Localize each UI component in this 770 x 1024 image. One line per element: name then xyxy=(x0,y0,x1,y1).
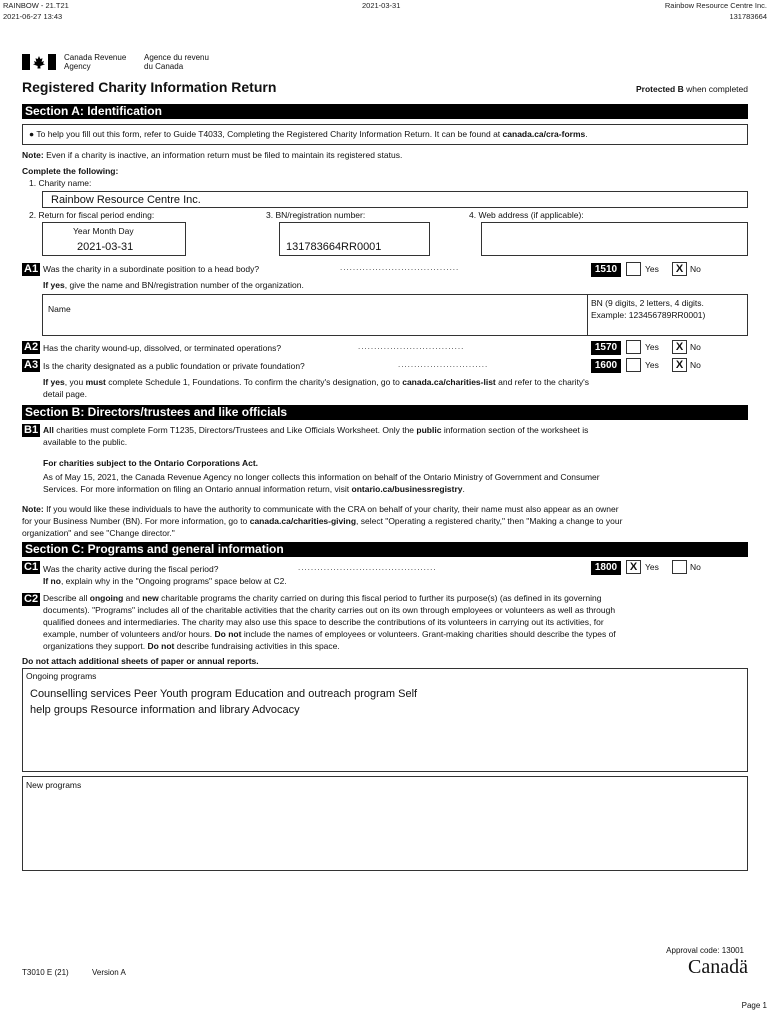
c1-no-label: No xyxy=(690,562,701,572)
header-left-line1: RAINBOW - 21.T21 xyxy=(3,1,69,10)
c1-leader: ........................................... xyxy=(298,563,437,572)
c1-badge: C1 xyxy=(24,561,39,573)
complete-following: Complete the following: xyxy=(22,166,119,176)
cra-forms-link[interactable]: canada.ca/cra-forms xyxy=(502,129,586,139)
c2-instructions-line4: example, number of volunteers and/or hours. Do not include the names of employees or volunteers. Grant-making charities should describe the types of xyxy=(43,629,616,639)
form-id: T3010 E (21) xyxy=(22,968,69,977)
fiscal-end-format: Year Month Day xyxy=(73,226,134,236)
ongoing-programs-line2: help groups Resource information and library Advocacy xyxy=(30,704,300,716)
ongoing-programs-line1: Counselling services Peer Youth program Education and outreach program Self xyxy=(30,688,418,700)
section-c-heading: Section C: Programs and general information xyxy=(22,542,748,557)
a3-leader: ............................ xyxy=(398,360,489,369)
b1-text-line2: available to the public. xyxy=(43,437,128,447)
fiscal-end-value: 2021-03-31 xyxy=(77,241,134,253)
a1-badge: A1 xyxy=(24,263,39,275)
q3-label: 3. BN/registration number: xyxy=(266,210,366,220)
c1-if-no: If no, explain why in the "Ongoing programs" space below at C2. xyxy=(43,576,287,586)
ongoing-programs-field[interactable] xyxy=(22,668,748,772)
agency-name-en: Canada Revenue Agency xyxy=(64,53,127,71)
a1-question: Was the charity in a subordinate position to a head body? xyxy=(43,264,260,274)
a1-leader: ..................................... xyxy=(340,263,460,272)
new-programs-label: New programs xyxy=(26,780,82,790)
a3-instructions-line2: detail page. xyxy=(43,389,87,399)
bn-field[interactable] xyxy=(279,222,430,256)
c2-instructions-line3: qualified donees and intermediaries. The charity may also use this space to describe the contributions of its volunteers in carrying out its activities, for xyxy=(43,617,604,627)
a1-no-label: No xyxy=(690,264,701,274)
approval-code: Approval code: 13001 xyxy=(666,946,744,955)
c2-badge: C2 xyxy=(24,593,39,605)
c1-yes-checkbox[interactable]: X xyxy=(626,560,641,574)
c1-code: 1800 xyxy=(591,561,621,575)
section-a-heading: Section A: Identification xyxy=(22,104,748,119)
a3-no-label: No xyxy=(690,360,701,370)
guide-info-box: ● To help you fill out this form, refer to Guide T4033, Completing the Registered Charity Information Return. It can be found at canada.ca/cra-forms. xyxy=(22,124,748,145)
do-not-attach: Do not attach additional sheets of paper or annual reports. xyxy=(22,656,259,666)
c2-instructions-line5: organizations they support. Do not describe fundraising activities in this space. xyxy=(43,641,340,651)
ontario-text-line2: Services. For more information on filing an Ontario annual information return, visit ontario.ca/businessregistry. xyxy=(43,484,465,494)
a2-no-label: No xyxy=(690,342,701,352)
a1-no-checkbox[interactable]: X xyxy=(672,262,687,276)
ongoing-programs-label: Ongoing programs xyxy=(26,671,97,681)
canada-flag-icon xyxy=(22,54,56,70)
a1-bn-label: BN (9 digits, 2 letters, 4 digits. Example: 123456789RR0001) xyxy=(591,298,706,320)
c1-no-checkbox[interactable] xyxy=(672,560,687,574)
q4-label: 4. Web address (if applicable): xyxy=(469,210,584,220)
a1-if-yes: If yes, give the name and BN/registration number of the organization. xyxy=(43,280,304,290)
charity-name-field[interactable] xyxy=(42,191,748,208)
a1-name-label: Name xyxy=(48,304,71,314)
a1-yes-checkbox[interactable] xyxy=(626,262,641,276)
a3-code: 1600 xyxy=(591,359,621,373)
protected-status: Protected B when completed xyxy=(636,84,748,94)
section-b-note-line3: organization" and see "Change director." xyxy=(22,528,175,538)
ontario-text-line1: As of May 15, 2021, the Canada Revenue Agency no longer collects this information on behalf of the Ontario Ministry of Government and Consumer xyxy=(43,472,600,482)
section-a-note: Note: Even if a charity is inactive, an information return must be filed to maintain its registered status. xyxy=(22,150,403,160)
agency-name-fr: Agence du revenu du Canada xyxy=(144,53,209,71)
bullet-icon: ● xyxy=(29,129,35,139)
a3-yes-checkbox[interactable] xyxy=(626,358,641,372)
web-address-field[interactable] xyxy=(481,222,748,256)
page-number: Page 1 xyxy=(741,1001,767,1010)
b1-badge: B1 xyxy=(24,424,39,436)
header-right-line1: Rainbow Resource Centre Inc. xyxy=(664,1,767,10)
bn-value: 131783664RR0001 xyxy=(286,241,382,253)
a3-yes-label: Yes xyxy=(645,360,659,370)
a3-no-checkbox[interactable]: X xyxy=(672,358,687,372)
ontario-heading: For charities subject to the Ontario Corporations Act. xyxy=(43,458,259,468)
a3-instructions: If yes, you must complete Schedule 1, Foundations. To confirm the charity's designation, go to canada.ca/charities-list and refer to the charity's xyxy=(43,377,590,387)
a2-yes-checkbox[interactable] xyxy=(626,340,641,354)
header-right-line2: 131783664 xyxy=(729,12,767,21)
new-programs-field[interactable] xyxy=(22,776,748,871)
form-version: Version A xyxy=(92,968,126,977)
a2-no-checkbox[interactable]: X xyxy=(672,340,687,354)
header-left-line2: 2021-06-27 13:43 xyxy=(3,12,63,21)
a2-leader: ................................. xyxy=(358,342,465,351)
section-b-note-line2: for your Business Number (BN). For more information, go to canada.ca/charities-giving, select "Operating a registered charity," then "Making a change to your xyxy=(22,516,623,526)
charity-name-value: Rainbow Resource Centre Inc. xyxy=(51,194,201,206)
header-center-date: 2021-03-31 xyxy=(362,1,401,10)
q2-label: 2. Return for fiscal period ending: xyxy=(29,210,155,220)
section-b-heading: Section B: Directors/trustees and like officials xyxy=(22,405,748,420)
a2-yes-label: Yes xyxy=(645,342,659,352)
a2-badge: A2 xyxy=(24,341,39,353)
fiscal-end-field[interactable] xyxy=(42,222,186,256)
canada-wordmark: Canadä xyxy=(688,956,748,978)
a1-code: 1510 xyxy=(591,263,621,277)
c2-instructions-line2: documents). "Programs" includes all of the charitable activities that the charity carries out on its own through employees or volunteers as well as through xyxy=(43,605,616,615)
b1-text: All charities must complete Form T1235, Directors/Trustees and Like Officials Worksheet. Only the public information section of the worksheet is xyxy=(43,425,589,435)
page-title: Registered Charity Information Return xyxy=(22,79,277,95)
section-b-note-line1: Note: If you would like these individuals to have the authority to communicate with the CRA on behalf of your charity, their name must also appear as an owner xyxy=(22,504,619,514)
a3-question: Is the charity designated as a public foundation or private foundation? xyxy=(43,361,305,371)
charities-giving-link[interactable]: canada.ca/charities-giving xyxy=(249,516,357,526)
a2-question: Has the charity wound-up, dissolved, or terminated operations? xyxy=(43,343,282,353)
charities-list-link[interactable]: canada.ca/charities-list xyxy=(402,377,496,387)
c1-question: Was the charity active during the fiscal period? xyxy=(43,564,219,574)
a1-headbody-bn-field[interactable] xyxy=(587,294,748,336)
ontario-registry-link[interactable]: ontario.ca/businessregistry xyxy=(351,484,463,494)
a1-yes-label: Yes xyxy=(645,264,659,274)
c1-yes-label: Yes xyxy=(645,562,659,572)
a3-badge: A3 xyxy=(24,359,39,371)
a1-headbody-name-field[interactable] xyxy=(42,294,588,336)
c2-instructions-line1: Describe all ongoing and new charitable programs the charity carried on during this fiscal period to further its purpose(s) (as defined in its governing xyxy=(43,593,602,603)
a2-code: 1570 xyxy=(591,341,621,355)
q1-label: 1. Charity name: xyxy=(29,178,92,188)
